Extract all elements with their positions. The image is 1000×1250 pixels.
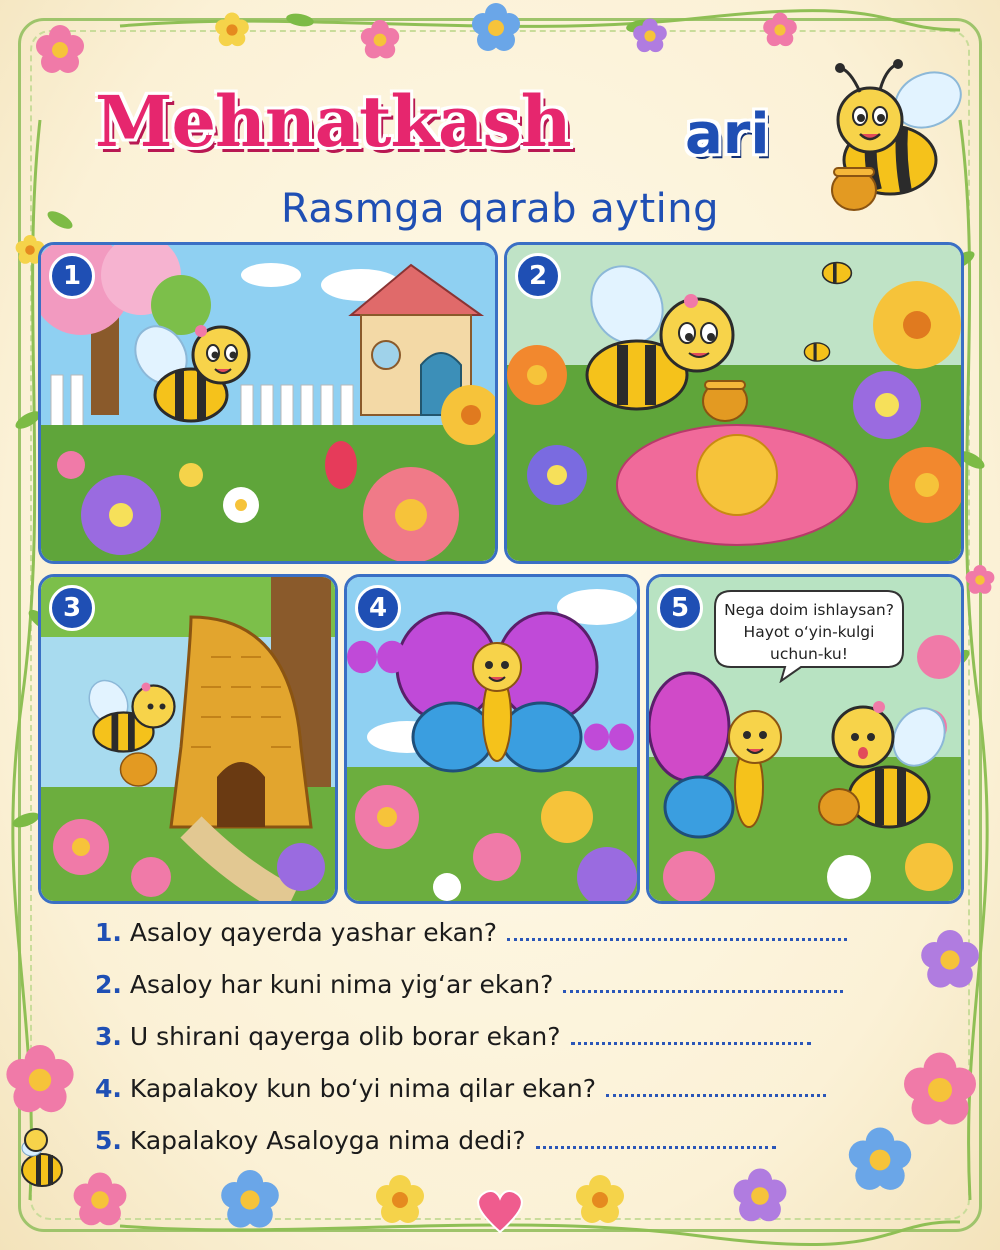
story-panel-3 [38, 574, 338, 904]
honey-pot-icon [121, 753, 157, 786]
question-text: Kapalakoy Asaloyga nima dedi? [129, 1126, 526, 1155]
question-item [95, 918, 847, 958]
question-item [95, 1022, 811, 1062]
page-subtitle: Rasmga qarab ayting [280, 186, 720, 232]
question-number: 2. [95, 970, 122, 999]
question-item [95, 970, 843, 1010]
page-title-accent: ari [685, 102, 770, 167]
question-text: Asaloy qayerda yashar ekan? [129, 918, 498, 947]
honey-pot-icon [703, 381, 747, 421]
page-title: Mehnatkash [95, 80, 571, 163]
question-text: Kapalakoy kun bo‘yi nima qilar ekan? [129, 1074, 596, 1103]
panel-number-badge: 2 [515, 253, 561, 299]
question-number: 5. [95, 1126, 122, 1155]
story-panel-5 [646, 574, 964, 904]
answer-line[interactable] [507, 918, 847, 941]
panel-number-badge: 1 [49, 253, 95, 299]
answer-line[interactable] [536, 1126, 776, 1149]
story-panel-4 [344, 574, 640, 904]
question-number: 3. [95, 1022, 122, 1051]
speech-line: Nega doim ishlaysan? [724, 601, 894, 619]
answer-line[interactable] [571, 1022, 811, 1045]
story-panel-2 [504, 242, 964, 564]
honey-pot-icon [819, 789, 859, 825]
speech-line: Hayot o‘yin-kulgi [743, 623, 875, 641]
question-text: U shirani qayerga olib borar ekan? [129, 1022, 561, 1051]
title-banner [95, 72, 855, 182]
question-item [95, 1126, 776, 1166]
story-panel-1 [38, 242, 498, 564]
answer-line[interactable] [563, 970, 843, 993]
answer-line[interactable] [606, 1074, 826, 1097]
flower-icon [617, 425, 857, 545]
question-text: Asaloy har kuni nima yig‘ar ekan? [129, 970, 554, 999]
garden-scene [41, 245, 495, 561]
speech-bubble-text [721, 599, 897, 665]
speech-line: uchun-ku! [770, 645, 848, 663]
question-number: 4. [95, 1074, 122, 1103]
question-number: 1. [95, 918, 122, 947]
panel-number-badge: 3 [49, 585, 95, 631]
panel-number-badge: 5 [657, 585, 703, 631]
nectar-scene [507, 245, 961, 561]
panel-number-badge: 4 [355, 585, 401, 631]
question-item [95, 1074, 826, 1114]
